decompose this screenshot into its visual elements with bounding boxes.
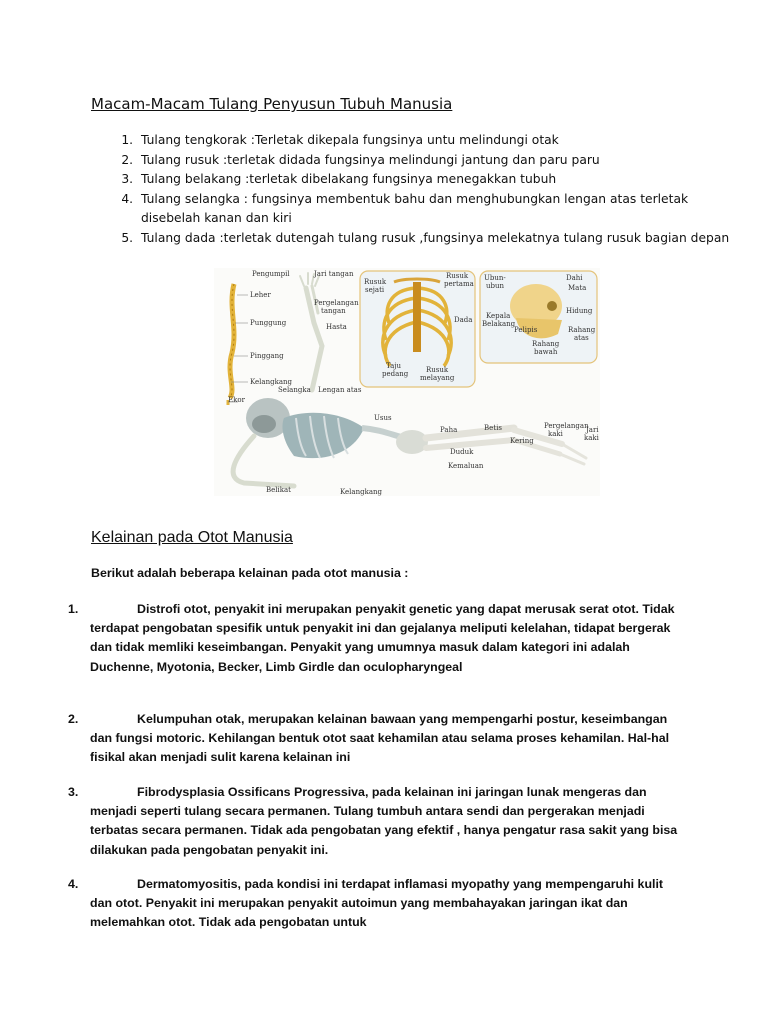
label-rusuk-sejati-2: sejati [365,286,385,294]
bones-list [91,131,737,248]
list-item: 2. Tulang rusuk :terletak didada fungsinya melindungi jantung dan paru paru [137,151,737,171]
item-number: 3. [68,785,79,799]
label-mata: Mata [568,284,587,292]
label-rahang-atas-1: Rahang [568,326,596,334]
label-pengumpil: Pengumpil [252,270,290,278]
skeleton-drawing [214,268,600,496]
label-pergelangan-tangan-1: Pergelangan [314,299,359,307]
label-jari-tangan: Jari tangan [314,270,354,278]
label-kelangkang-spine: Kelangkang [250,378,292,386]
label-selangka: Selangka [278,386,311,394]
label-kepala-belakang-1: Kepala [486,312,511,320]
arm-drawing [300,273,322,390]
label-rusuk-pertama-1: Rusuk [446,272,469,280]
skeleton-illustration [214,268,600,496]
spine-drawing [228,284,234,405]
label-rusuk-sejati-1: Rusuk [364,278,387,286]
label-hasta: Hasta [326,323,347,331]
list-item [68,783,688,860]
item-number: 1. [68,602,79,616]
item-text: Distrofi otot, penyakit ini merupakan penyakit genetic yang dapat merusak serat otot. Tidak terdapat pengobatan spesifik untuk penyakit ini dan gejalanya meliputi kelelahan, tidapat bergerak dan tidak memliki keseimbangan. Penyakit yang umumnya masuk dalam kategori ini adalah Duchenne, Myotonia, Becker, Limb Girdle dan oculopharyngeal [90,602,675,674]
label-pelipis: Pelipis [514,326,538,334]
list-item [68,875,688,933]
label-belikat: Belikat [266,486,291,494]
label-rahang-bawah-2: bawah [534,348,558,356]
label-duduk: Duduk [450,448,474,456]
label-pergelangan-kaki-1: Pergelangan [544,422,589,430]
label-rahang-bawah-1: Rahang [532,340,560,348]
label-rahang-atas-2: atas [574,334,589,342]
label-dada: Dada [454,316,473,324]
section-title-bones: Macam-Macam Tulang Penyusun Tubuh Manusia [91,95,453,113]
item-text: Fibrodysplasia Ossificans Progressiva, pada kelainan ini jaringan lunak mengeras dan menjadi seperti tulang secara permanen. Tulang tumbuh antara sendi dan pergerakan menjadi terbatas secara permanen. Tidak ada pengobatan yang efektif , hanya pengatur rasa sakit yang bisa dilakukan pada pengobatan penyakit ini. [90,785,678,857]
label-leher: Leher [250,291,271,299]
label-betis: Betis [484,424,502,432]
section-title-muscle-disorders: Kelainan pada Otot Manusia [91,529,293,546]
label-kemaluan: Kemaluan [448,462,484,470]
label-pinggang: Pinggang [250,352,284,360]
label-usus: Usus [374,414,392,422]
label-taju-pedang-2: pedang [382,370,409,378]
item-number: 2. [68,712,79,726]
item-text: Dermatomyositis, pada kondisi ini terdapat inflamasi myopathy yang mempengaruhi kulit dan otot. Penyakit ini merupakan penyakit autoimun yang membahayakan jaringan ikat dan melemahkan otot. Tidak ada pengobatan untuk [90,877,664,930]
list-item: 1. Tulang tengkorak :Terletak dikepala fungsinya untu melindungi otak [137,131,737,151]
label-rusuk-melayang-1: Rusuk [426,366,449,374]
label-dahi: Dahi [566,274,583,282]
label-ubun-ubun-2: ubun [486,282,505,290]
label-ubun-ubun-1: Ubun- [484,274,506,282]
label-kepala-belakang-2: Belakang [482,320,516,328]
label-hidung: Hidung [566,307,593,315]
list-item: 3. Tulang belakang :terletak dibelakang fungsinya menegakkan tubuh [137,170,737,190]
label-jari-kaki-2: kaki [584,434,599,442]
list-item [68,600,688,677]
item-number: 4. [68,877,79,891]
list-item: 5. Tulang dada :terletak dutengah tulang rusuk ,fungsinya melekatnya tulang rusuk bagian depan [137,229,737,249]
label-pergelangan-kaki-2: kaki [548,430,563,438]
label-rusuk-melayang-2: melayang [420,374,455,382]
label-taju-pedang-1: Taju [386,362,401,370]
label-kering: Kering [510,437,534,445]
label-pergelangan-tangan-2: tangan [321,307,346,315]
label-rusuk-pertama-2: pertama [444,280,474,288]
label-paha: Paha [440,426,458,434]
label-lengan-atas: Lengan atas [318,386,362,394]
label-punggung: Punggung [250,319,287,327]
label-ekor: Ekor [228,396,245,404]
list-item: 4. Tulang selangka : fungsinya membentuk bahu dan menghubungkan lengan atas terletak disebelah kanan dan kiri [137,190,737,229]
item-text: Kelumpuhan otak, merupakan kelainan bawaan yang mempengarhi postur, keseimbangan dan fungsi motoric. Kehilangan bentuk otot saat kehamilan atau selama proses kehamilan. Hal-hal fisikal akan menjadi sulit karena kelainan ini [90,712,670,765]
label-jari-kaki-1: Jari [586,426,599,434]
intro-text: Berikut adalah beberapa kelainan pada otot manusia : [91,566,409,580]
label-kelangkang-pelvis: Kelangkang [340,488,382,496]
list-item [68,710,688,768]
